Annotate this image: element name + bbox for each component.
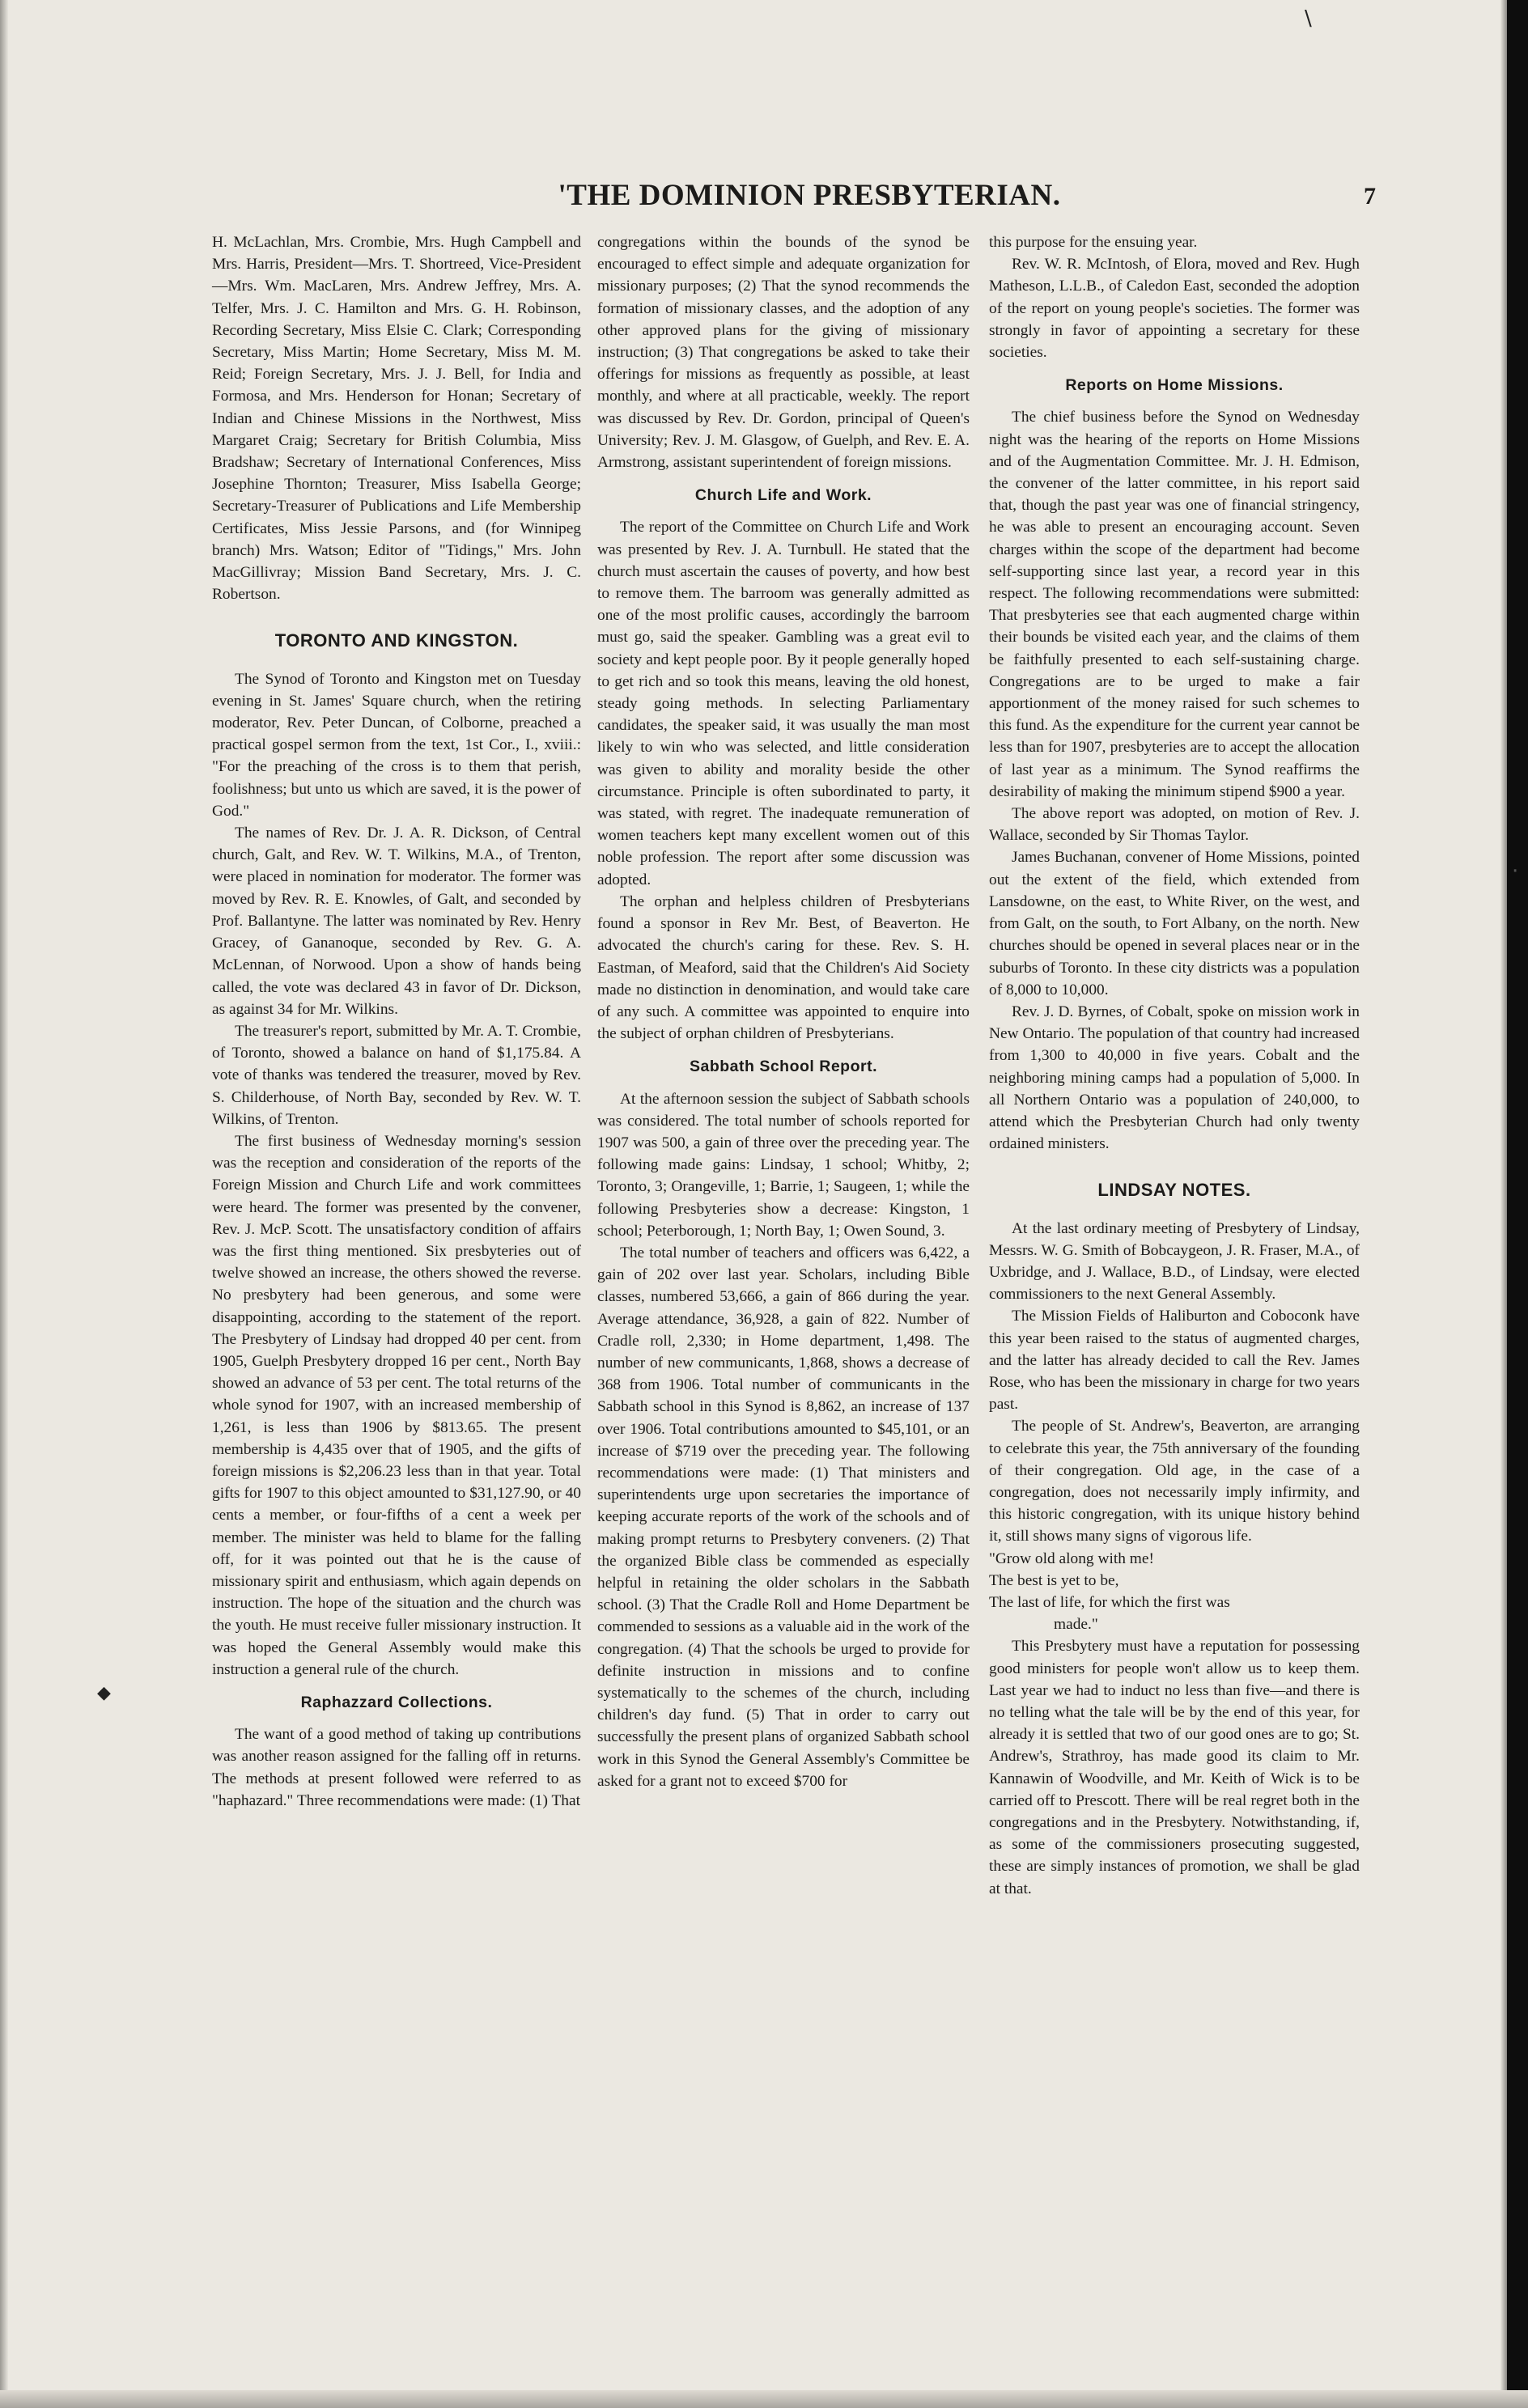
article-paragraph: The Mission Fields of Haliburton and Coboconk have this year been raised to the status of augmented charges, and the latter has already decided to call the Rev. James Rose, who has been the missionary in charge for two years past. [989,1308,1360,1414]
article-paragraph: The Synod of Toronto and Kingston met on Tuesday evening in St. James' Square church, when the retiring moderator, Rev. Peter Duncan, of Colborne, preached a practical gospel sermon from the text, 1st Cor., I., xviii.: "For the preaching of the cross is to them that perish, foolishness; but unto us which are saved, it is the power of God." [212,670,581,820]
article-paragraph: The above report was adopted, on motion of Rev. J. Wallace, seconded by Sir Thomas Taylor. [989,805,1360,845]
scan-mark-top: \ [1305,6,1312,31]
scan-edge-right [1507,0,1528,2408]
heading-lindsay-notes: LINDSAY NOTES. [1097,1180,1251,1201]
article-paragraph: The total number of teachers and officers was 6,422, a gain of 202 over last year. Scholars, including Bible classes, numbered 53,666, a gain of 866 during the year. Average attendance, 36,928, a gain of 822. Number of Cradle roll, 2,330; in Home department, 1,498. The number of new communicants, 1,868, shows a decrease of 368 from 1906. Total number of communicants in the Sabbath school in this Synod is 8,862, an increase of 137 over 1906. Total contributions amounted to $45,101, or an increase of $719 over the preceding year. The following recommendations were made: (1) That ministers and superintendents urge upon secretaries the importance of keeping accurate reports of the work of the schools and of making prompt returns to Presbytery conveners. (2) That the organized Bible class be commended as especially helpful in retaining the older scholars in the Sabbath school. (3) That the Cradle Roll and Home Department be commended to sessions as a valuable aid in the work of the congregation. (4) That the schools be urged to provide for definite instruction in missions and to confine systematically to the schemes of the church, including children's day fund. (5) That in order to carry out successfully the present plans of organized Sabbath school work in this Synod the General Assembly's Committee be asked for a grant not to exceed $700 for [597,1244,970,1790]
column-1 [212,231,581,1812]
article-paragraph: The orphan and helpless children of Presbyterians found a sponsor in Rev Mr. Best, of Beaverton. He advocated the church's caring for these. Rev. S. H. Eastman, of Meaford, said that the Children's Aid Society made no distinction in denomination, and would take care of any such. A committee was appointed to enquire into the subject of orphan children of Presbyterians. [597,892,970,1043]
officers-list-paragraph: H. McLachlan, Mrs. Crombie, Mrs. Hugh Campbell and Mrs. Harris, President—Mrs. T. Shortreed, Vice-President—Mrs. Wm. MacLaren, Mrs. Andrew Jeffrey, Mrs. A. Telfer, Mrs. J. C. Hamilton and Mrs. G. H. Robinson, Recording Secretary, Miss Elsie C. Clark; Corresponding Secretary, Miss Martin; Home Secretary, Miss M. M. Reid; Foreign Secretary, Mrs. J. J. Bell, for India and Formosa, and Mrs. Henderson for Honan; Secretary of Indian and Chinese Missions in the Northwest, Miss Margaret Craig; Secretary for British Columbia, Miss Bradshaw; Secretary of International Conferences, Miss Josephine Thornton; Treasurer, Miss Isabella George; Secretary-Treasurer of Publications and Life Membership Certificates, Miss Jessie Parsons, and (for Winnipeg branch) Mrs. Watson; Editor of "Tidings," Mrs. John MacGillivray; Mission Band Secretary, Mrs. J. C. Robertson. [212,234,581,604]
scan-edge-bottom [0,2390,1528,2408]
heading-raphazzard-collections: Raphazzard Collections. [300,1694,493,1711]
heading-sabbath-school-report: Sabbath School Report. [689,1058,877,1076]
poem-line: made." [1054,1616,1098,1634]
page-header [202,178,1384,227]
article-paragraph: The chief business before the Synod on Wednesday night was the hearing of the reports on Home Missions and of the Augmentation Committee. Mr. J. H. Edmison, the convener of the latter committee, in his report said that, though the past year was one of financial stringency, he was able to present an encouraging account. Seven charges within the scope of the department had become self-supporting since last year, a record year in this respect. The following recommendations were submitted: That presbyteries see that each augmented charge within their bounds be visited each year, and the claims of them be faithfully presented to each self-sustaining charge. Congregations are to be urged to make a fair apportionment of the money raised for such schemes to this fund. As the expenditure for the current year cannot be less than for 1907, presbyteries are to accept the allocation of last year as a minimum. The Synod reaffirms the desirability of making the minimum stipend $900 a year. [989,409,1360,800]
poem-quote [989,1548,1360,1636]
article-paragraph: this purpose for the ensuing year. [989,234,1198,251]
article-paragraph: congregations within the bounds of the synod be encouraged to effect simple and adequate organization for missionary purposes; (2) That the synod recommends the formation of missionary classes, and the adoption of any other approved plans for the giving of missionary instruction; (3) That congregations be asked to take their offerings for missions as frequently as possible, at least monthly, and where at all practicable, weekly. The report was discussed by Rev. Dr. Gordon, principal of Queen's University; Rev. J. M. Glasgow, of Guelph, and Rev. E. A. Armstrong, assistant superintendent of foreign missions. [597,234,970,472]
page-number: 7 [1364,183,1376,210]
article-paragraph: At the afternoon session the subject of Sabbath schools was considered. The total number of schools reported for 1907 was 500, a gain of three over the preceding year. The following made gains: Lindsay, 1 school; Whitby, 2; Toronto, 3; Orangeville, 1; Barrie, 1; Saugeen, 1; while the following Presbyteries show a decrease: Kingston, 1 school; Peterborough, 1; North Bay, 1; Owen Sound, 3. [597,1090,970,1240]
article-paragraph: James Buchanan, convener of Home Missions, pointed out the extent of the field, which extended from Lansdowne, on the east, to White River, on the west, and from Galt, on the south, to Fort Albany, on the north. New churches should be opened in several places near or in the suburbs of Toronto. In these city districts was a population of 8,000 to 10,000. [989,849,1360,998]
article-paragraph: The want of a good method of taking up contributions was another reason assigned for the falling off in returns. The methods at present followed were referred to as "haphazard." Three recommendations were made: (1) That [212,1726,581,1809]
heading-home-missions: Reports on Home Missions. [1065,376,1284,395]
column-2 [597,231,970,1792]
masthead: 'THE DOMINION PRESBYTERIAN. [558,179,1061,212]
poem-line: "Grow old along with me! [989,1550,1154,1567]
poem-line: The last of life, for which the first was [989,1593,1230,1611]
article-paragraph: The report of the Committee on Church Life and Work was presented by Rev. J. A. Turnbull. He stated that the church must ascertain the causes of poverty, and how best to remove them. The barroom was generally admitted as one of the most prolific causes, accordingly the barroom must go, said the speaker. Gambling was a great evil to society and kept people poor. By it people generally hoped to get rich and so took this means, leaving the old honest, steady going methods. In selecting Parliamentary candidates, the speaker said, it was usually the man most likely to win who was selected, and little consideration was given to ability and morality beside the other circumstance. Principle is often subordinated to party, it was stated, with regret. The inadequate remuneration of women teachers kept many excellent women out of this noble profession. The report after some discussion was adopted. [597,519,970,888]
column-3 [989,231,1360,1900]
heading-toronto-kingston: TORONTO AND KINGSTON. [274,630,519,651]
article-paragraph: Rev. W. R. McIntosh, of Elora, moved and Rev. Hugh Matheson, L.L.B., of Caledon East, seconded the adoption of the report on young people's societies. The former was strongly in favor of appointing a secretary for these societies. [989,256,1360,362]
heading-church-life-work: Church Life and Work. [694,486,872,505]
scan-shadow-right [1500,0,1507,2408]
scan-mark-left: ◆ [97,1683,111,1703]
article-paragraph: The first business of Wednesday morning's session was the reception and consideration of the reports of the Foreign Mission and Church Life and work committees were heard. The former was presented by the convener, Rev. J. McP. Scott. The unsatisfactory condition of affairs was the first thing mentioned. Six presbyteries out of twelve showed an increase, the others showed the reverse. No presbytery had been generous, and some were disappointing, according to the statement of the report. The Presbytery of Lindsay had dropped 40 per cent. from 1905, Guelph Presbytery dropped 16 per cent., North Bay showed an advance of 53 per cent. The total returns of the whole synod for 1907, with an increased membership of 1,261, is less than 1906 by $813.65. The present membership is 4,435 over that of 1905, and the gifts of foreign missions is $2,206.23 less than in that year. Total gifts for 1907 to this object amounted to $31,127.90, or 40 cents a member, or four-fifths of a cent a week per member. The minister was held to blame for the falling off, for it was pointed out that he is the cause of missionary spirit and enthusiasm, which again depends on instruction. The hope of the situation and the church was the youth. He must receive fuller missionary instruction. It was hoped the General Assembly would make this instruction a general rule of the church. [212,1132,581,1678]
poem-line: The best is yet to be, [989,1571,1119,1589]
article-paragraph: The people of St. Andrew's, Beaverton, are arranging to celebrate this year, the 75th anniversary of the founding of their congregation. Old age, in the case of a congregation, does not necessarily imply infirmity, and this historic congregation, with its unique history behind it, still shows many signs of vigorous life. [989,1418,1360,1545]
article-paragraph: Rev. J. D. Byrnes, of Cobalt, spoke on mission work in New Ontario. The population of that country had increased from 1,300 to 40,000 in five years. Cobalt and the neighboring mining camps had a population of 5,000. In all Northern Ontario was a population of 240,000, to attend which the Presbyterian Church had only twenty ordained ministers. [989,1003,1360,1153]
article-paragraph: The names of Rev. Dr. J. A. R. Dickson, of Central church, Galt, and Rev. W. T. Wilkins, M.A., of Trenton, were placed in nomination for moderator. The former was moved by Rev. R. E. Knowles, of Galt, and seconded by Prof. Ballantyne. The latter was nominated by Rev. Henry Gracey, of Gananoque, seconded by Rev. G. A. McLennan, of Norwood. Upon a show of hands being called, the vote was declared 43 in favor of Dr. Dickson, as against 34 for Mr. Wilkins. [212,825,581,1018]
article-paragraph: At the last ordinary meeting of Presbytery of Lindsay, Messrs. W. G. Smith of Bobcaygeon, J. R. Fraser, M.A., of Uxbridge, and J. Wallace, B.D., of Lindsay, were elected commissioners to the next General Assembly. [989,1219,1360,1304]
article-paragraph: This Presbytery must have a reputation for possessing good ministers for people won't allow us to keep them. Last year we had to induct no less than five—and there is no telling what the tale will be by the end of this year, for already it is settled that two of our good ones are to go; St. Andrew's, Strathroy, has made good its claim to Mr. Kannawin of Woodville, and Mr. Keith of Wick is to be carried off to Prescott. There will be real regret both in the congregations and in the Presbytery. Notwithstanding, if, as some of the commissioners prosecuting suggested, these are simply instances of promotion, we shall be glad at that. [989,1638,1360,1897]
scan-mark-right: · [1512,859,1519,884]
article-paragraph: The treasurer's report, submitted by Mr. A. T. Crombie, of Toronto, showed a balance on hand of $1,175.84. A vote of thanks was tendered the treasurer, moved by Rev. S. Childerhouse, of North Bay, seconded by Rev. W. T. Wilkins, of Trenton. [212,1022,581,1128]
scan-edge-left [0,0,8,2408]
